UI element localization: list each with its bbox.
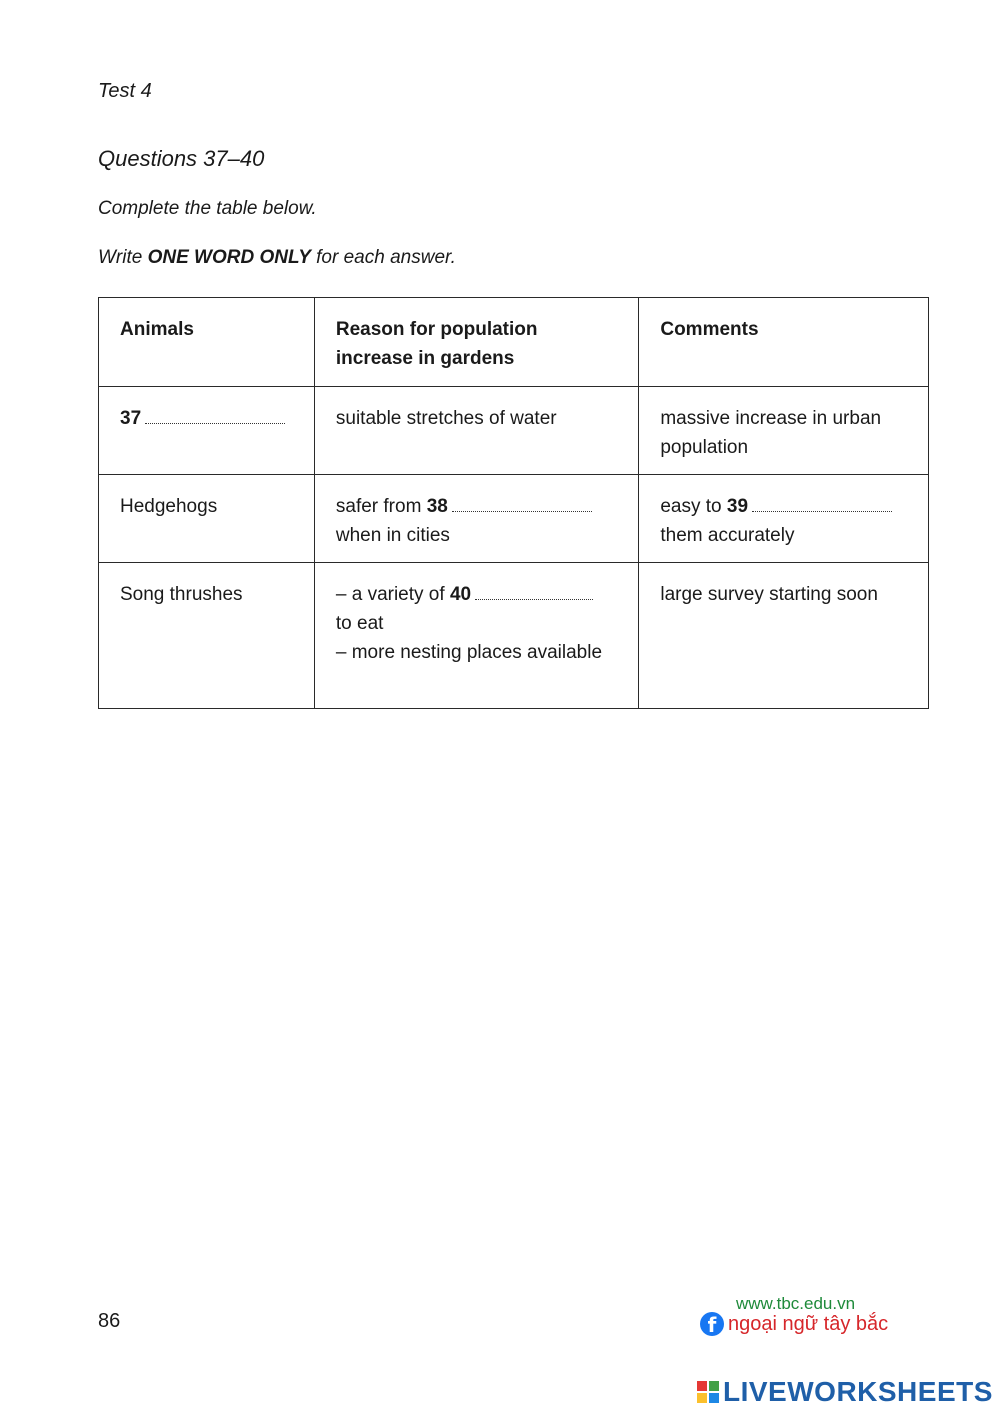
liveworksheets-icon (697, 1381, 719, 1403)
answer-blank-40[interactable] (475, 591, 593, 600)
page-heading: Test 4 (98, 80, 152, 102)
cell-reason: suitable stretches of water (314, 387, 638, 475)
question-number: 40 (449, 584, 472, 605)
cell-animal-q37 (99, 387, 315, 475)
questions-table (98, 297, 929, 709)
question-number: 37 (120, 408, 142, 429)
section-title: Questions 37–40 (98, 146, 265, 171)
table-row (99, 387, 929, 475)
answer-blank-39[interactable] (752, 503, 892, 512)
cell-comment-q39: easy to 39 them accurately (639, 475, 929, 563)
brand-url[interactable]: www.tbc.edu.vn (736, 1294, 856, 1313)
table-row (99, 563, 929, 709)
brand-name: ngoại ngữ tây bắc (728, 1313, 889, 1335)
header-animals: Animals (99, 298, 315, 387)
header-reason: Reason for population increase in gardens (314, 298, 638, 387)
question-number: 38 (426, 496, 448, 517)
answer-blank-37[interactable] (145, 415, 285, 424)
table-header-row (99, 298, 929, 387)
facebook-icon[interactable]: f (700, 1312, 724, 1336)
cell-comment: massive increase in urban population (639, 387, 929, 475)
cell-animal: Song thrushes (99, 563, 315, 709)
answer-blank-38[interactable] (452, 503, 592, 512)
page-number: 86 (98, 1310, 121, 1332)
header-comments: Comments (639, 298, 929, 387)
cell-reason-q40: – a variety of 40 to eat – more nesting places available (314, 563, 638, 709)
instruction-complete-table: Complete the table below. (98, 198, 317, 219)
question-number: 39 (726, 496, 749, 517)
cell-comment: large survey starting soon (639, 563, 929, 709)
instruction-word-limit: Write ONE WORD ONLY for each answer. (98, 247, 456, 268)
liveworksheets-wordmark: LIVEWORKSHEETS (723, 1376, 993, 1407)
cell-reason-q38: safer from 38 when in cities (314, 475, 638, 563)
table-row (99, 475, 929, 563)
cell-animal: Hedgehogs (99, 475, 315, 563)
